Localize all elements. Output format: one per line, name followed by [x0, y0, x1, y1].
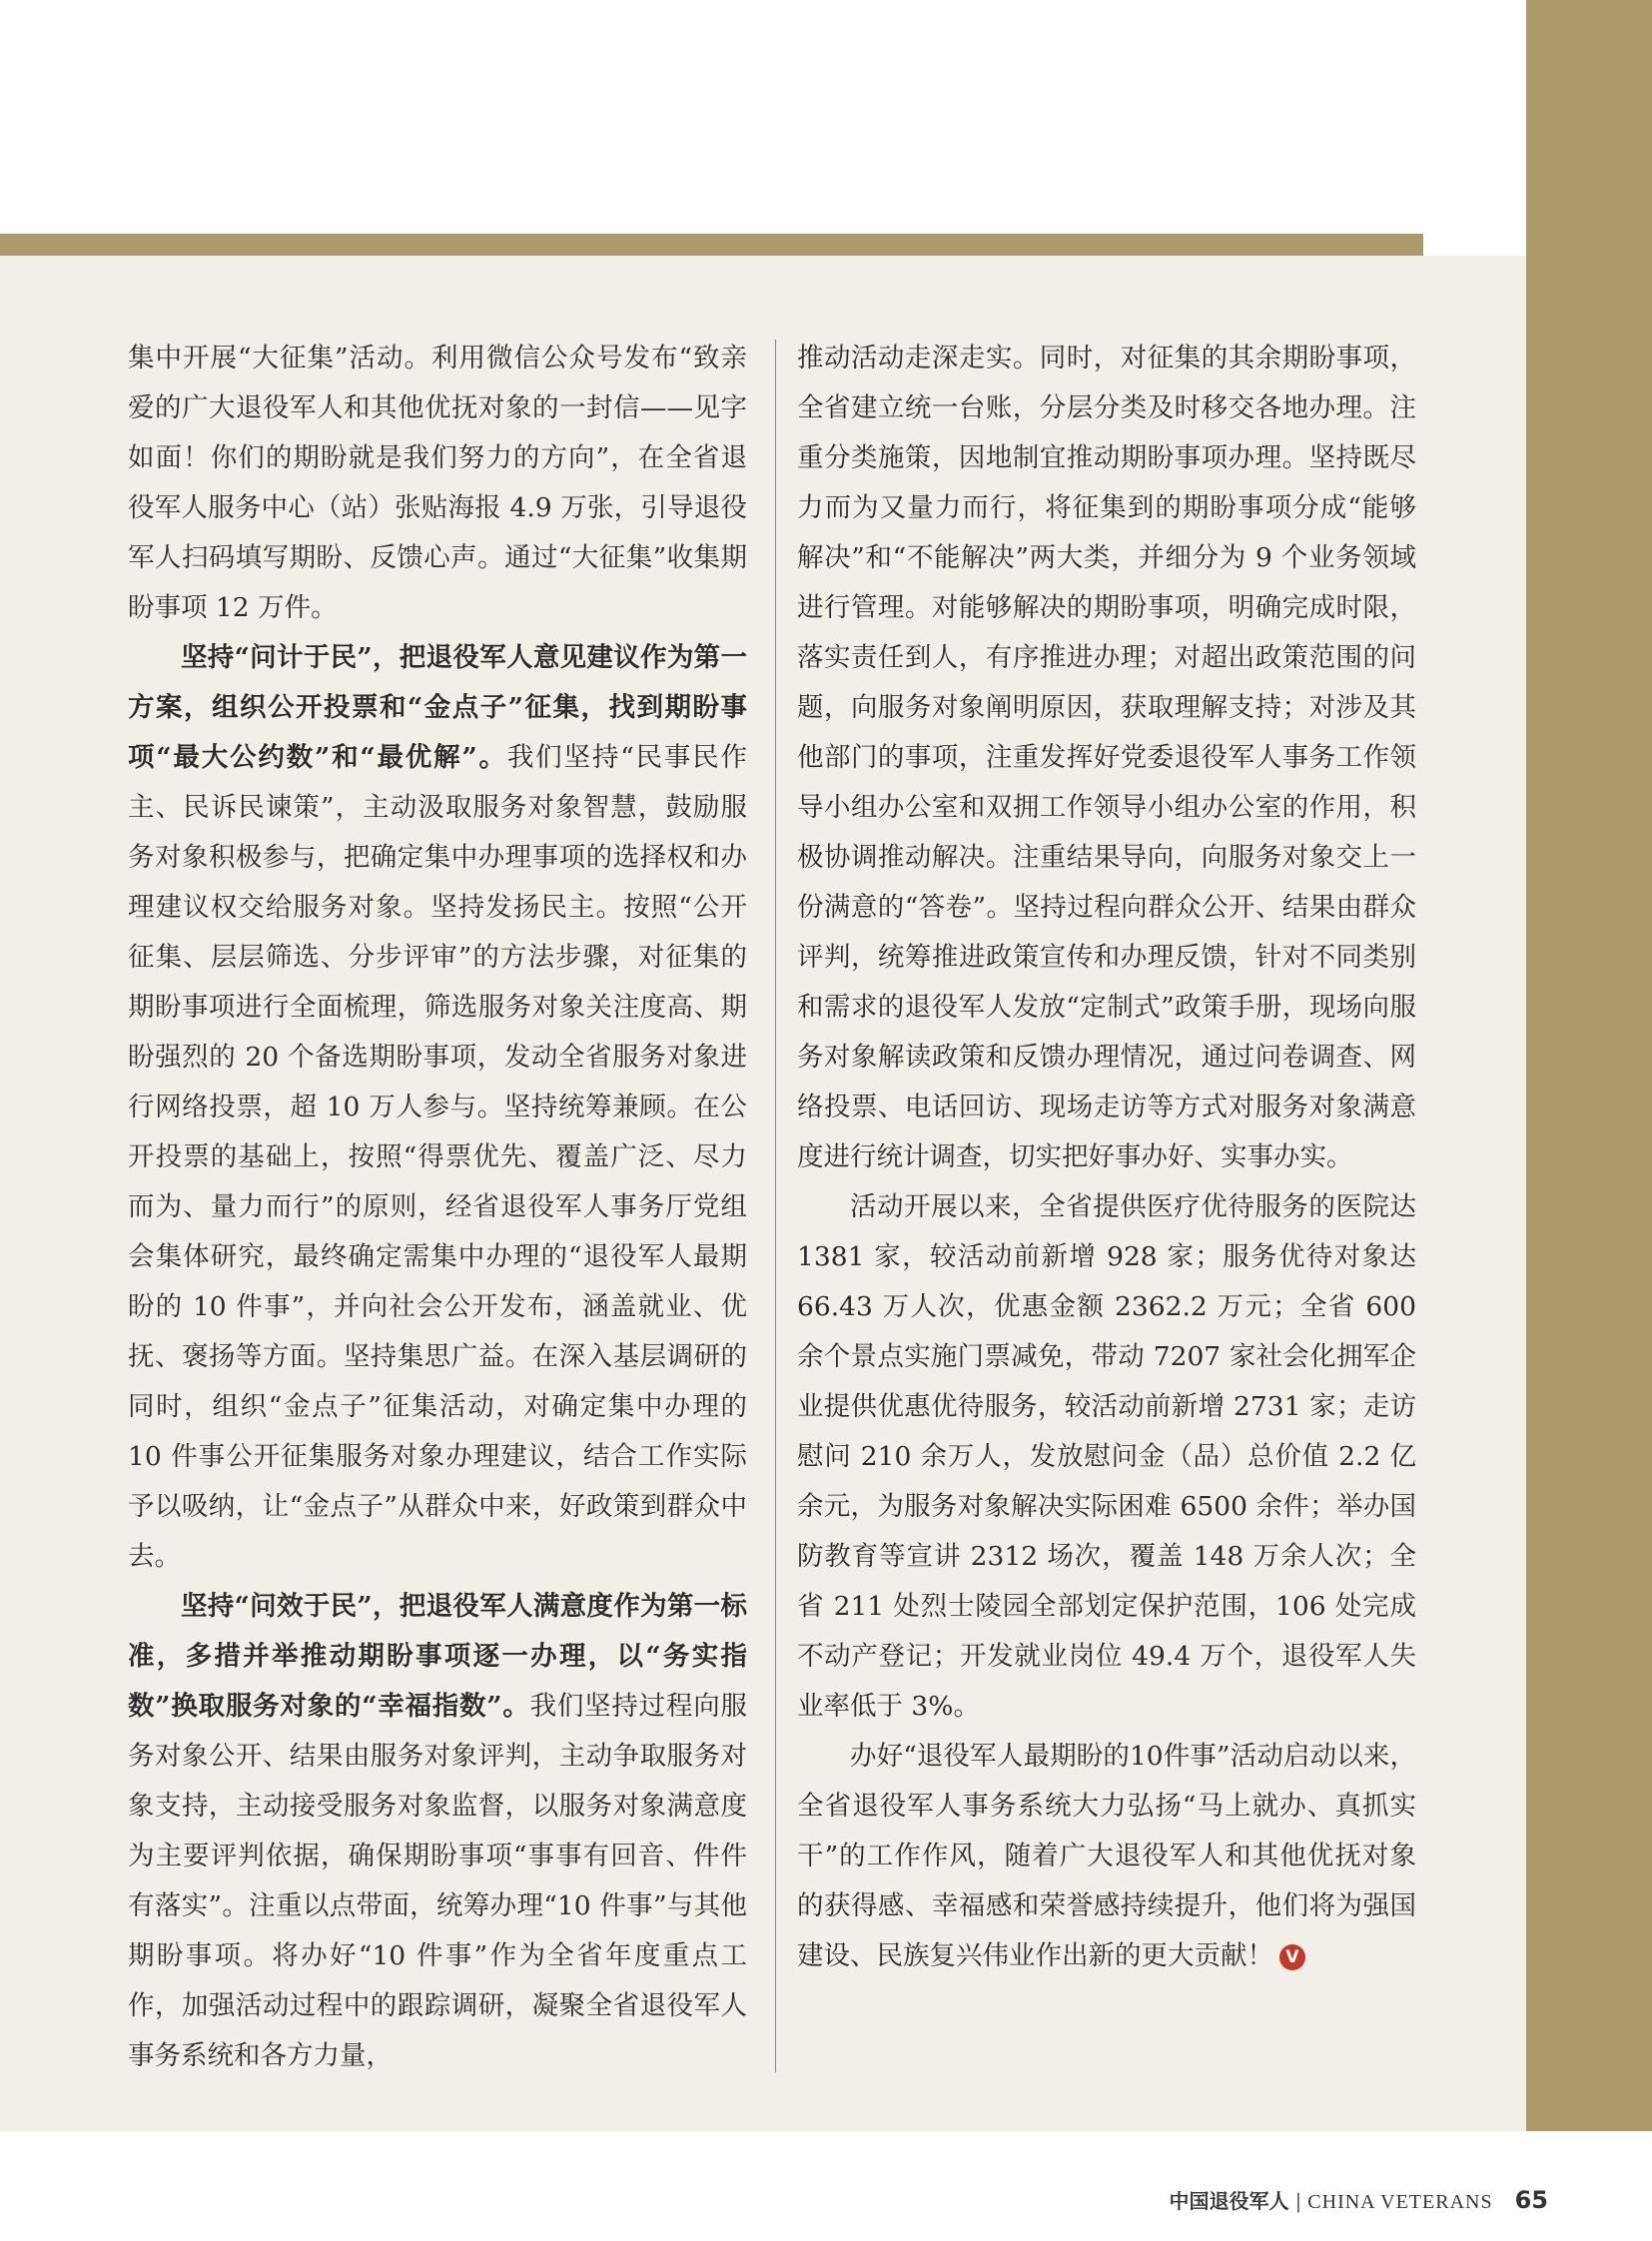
- magazine-name-cn: 中国退役军人: [1169, 2189, 1289, 2213]
- article-paragraph: [797, 1182, 1416, 1732]
- article-paragraph: [128, 334, 747, 633]
- paragraph-text: 推动活动走深走实。同时，对征集的其余期盼事项，全省建立统一台账，分层分类及时移交各地办理。注重分类施策，因地制宜推动期盼事项办理。坚持既尽力而为又量力而行，将征集到的期盼事项分成“能够解决”和“不能解决”两大类，并细分为 9 个业务领域进行管理。对能够解决的期盼事项，明确完成时限，落实责任到人，有序推进办理；对超出政策范围的问题，向服务对象阐明原因，获取理解支持；对涉及其他部门的事项，注重发挥好党委退役军人事务工作领导小组办公室和双拥工作领导小组办公室的作用，积极协调推动解决。注重结果导向，向服务对象交上一份满意的“答卷”。坚持过程向群众公开、结果由群众评判，统筹推进政策宣传和办理反馈，针对不同类别和需求的退役军人发放“定制式”政策手册，现场向服务对象解读政策和反馈办理情况，通过问卷调查、网络投票、电话回访、现场走访等方式对服务对象满意度进行统计调查，切实把好事办好、实事办实。: [797, 343, 1416, 1172]
- article-paragraph: [128, 633, 747, 1582]
- paragraph-text: 我们坚持“民事民作主、民诉民谏策”，主动汲取服务对象智慧，鼓励服务对象积极参与，把确定集中办理事项的选择权和办理建议权交给服务对象。坚持发扬民主。按照“公开征集、层层筛选、分步评审”的方法步骤，对征集的期盼事项进行全面梳理，筛选服务对象关注度高、期盼强烈的 20 个备选期盼事项，发动全省服务对象进行网络投票，超 10 万人参与。坚持统筹兼顾。在公开投票的基础上，按照“得票优先、覆盖广泛、尽力而为、量力而行”的原则，经省退役军人事务厅党组会集体研究，最终确定需集中办理的“退役军人最期盼的 10 件事”，并向社会公开发布，涵盖就业、优抚、褒扬等方面。坚持集思广益。在深入基层调研的同时，组织“金点子”征集活动，对确定集中办理的 10 件事公开征集服务对象办理建议，结合工作实际予以吸纳，让“金点子”从群众中来，好政策到群众中去。: [128, 742, 747, 1572]
- article-column-right: [797, 334, 1416, 1981]
- paragraph-lead: 坚持“问计于民”，把退役军人意见建议作为第一方案，组织公开投票和“金点子”征集，找到期盼事项“最大公约数”和“最优解”。: [128, 642, 747, 773]
- paragraph-lead: 坚持“问效于民”，把退役军人满意度作为第一标准，多措并举推动期盼事项逐一办理，以“务实指数”换取服务对象的“幸福指数”。: [128, 1591, 747, 1722]
- paragraph-text: 活动开展以来，全省提供医疗优待服务的医院达 1381 家，较活动前新增 928 家；服务优待对象达 66.43 万人次，优惠金额 2362.2 万元；全省 600 余个景点实施门票减免，带动 7207 家社会化拥军企业提供优惠优待服务，较活动前新增 2731 家；走访慰问 210 余万人，发放慰问金（品）总价值 2.2 亿余元，为服务对象解决实际困难 6500 余件；举办国防教育等宣讲 2312 场次，覆盖 148 万余人次；全省 211 处烈士陵园全部划定保护范围，106 处完成不动产登记；开发就业岗位 49.4 万个，退役军人失业率低于 3%。: [797, 1191, 1416, 1722]
- top-decor-bar: [0, 234, 1423, 256]
- article-column-left: [128, 334, 747, 2081]
- magazine-end-mark-icon: V: [1279, 1944, 1305, 1970]
- paragraph-text: 办好“退役军人最期盼的10件事”活动启动以来，全省退役军人事务系统大力弘扬“马上就办、真抓实干”的工作作风，随着广大退役军人和其他优抚对象的获得感、幸福感和荣誉感持续提升，他们将为强国建设、民族复兴伟业作出新的更大贡献！: [797, 1741, 1416, 1971]
- article-paragraph: [128, 1582, 747, 2081]
- magazine-name-en: CHINA VETERANS: [1307, 2191, 1493, 2213]
- article-paragraph: [797, 334, 1416, 1182]
- paragraph-text: 集中开展“大征集”活动。利用微信公众号发布“致亲爱的广大退役军人和其他优抚对象的一封信——见字如面！你们的期盼就是我们努力的方向”，在全省退役军人服务中心（站）张贴海报 4.9 万张，引导退役军人扫码填写期盼、反馈心声。通过“大征集”收集期盼事项 12 万件。: [128, 343, 747, 623]
- footer-separator: |: [1294, 2189, 1302, 2213]
- page-number: 65: [1514, 2186, 1548, 2214]
- page-footer: [1170, 2185, 1548, 2214]
- right-decor-strip: [1526, 0, 1652, 2131]
- paragraph-text: 我们坚持过程向服务对象公开、结果由服务对象评判，主动争取服务对象支持，主动接受服务对象监督，以服务对象满意度为主要评判依据，确保期盼事项“事事有回音、件件有落实”。注重以点带面，统筹办理“10 件事”与其他期盼事项。将办好“10 件事”作为全省年度重点工作，加强活动过程中的跟踪调研，凝聚全省退役军人事务系统和各方力量，: [128, 1691, 748, 2071]
- article-paragraph: [797, 1732, 1416, 1981]
- column-divider: [775, 340, 776, 2072]
